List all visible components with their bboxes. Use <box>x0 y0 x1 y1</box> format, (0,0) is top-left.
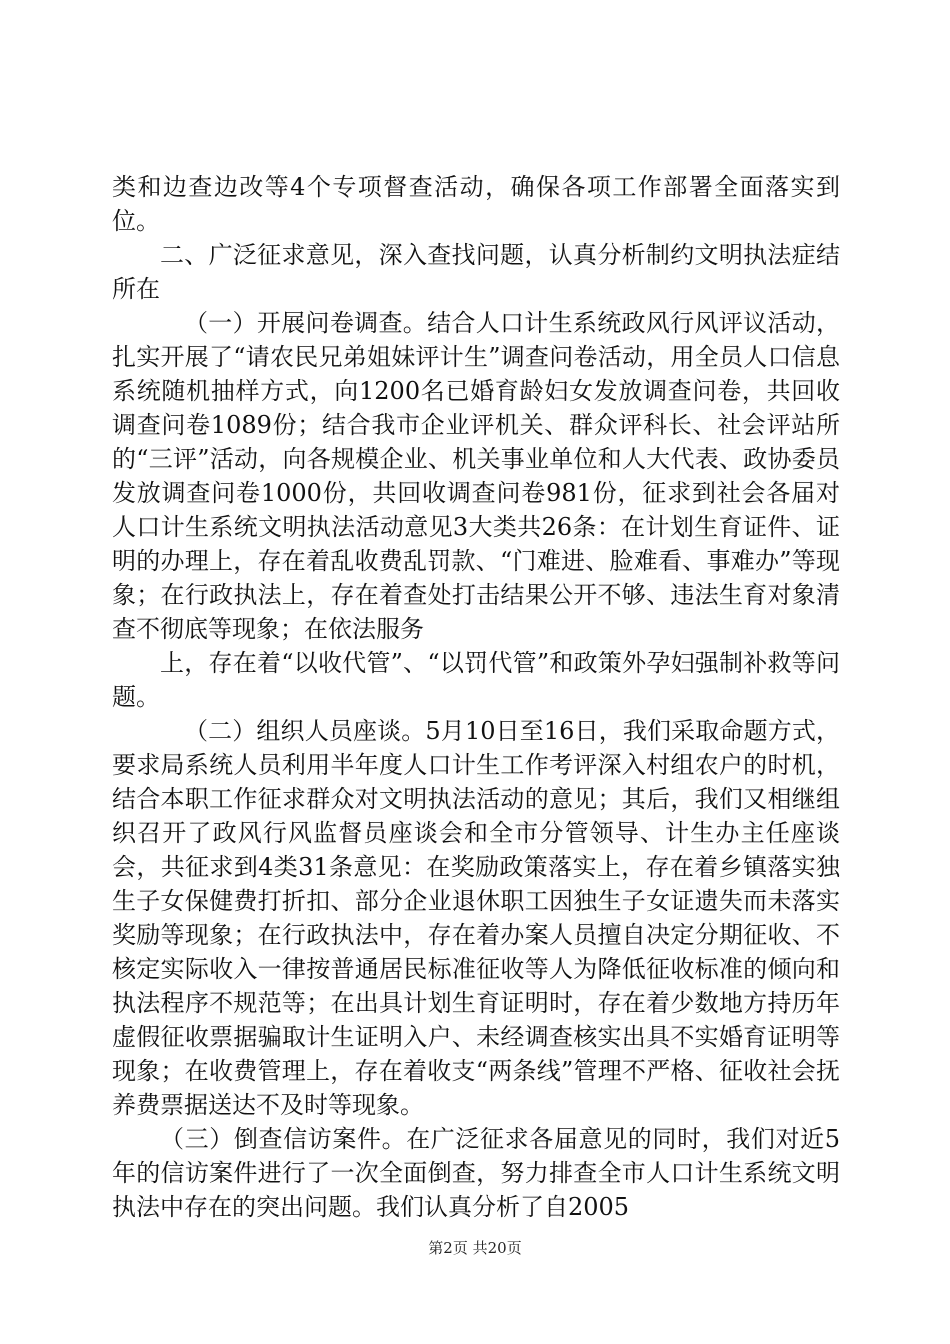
paragraph-forum: （二）组织人员座谈。5月10日至16日，我们采取命题方式，要求局系统人员利用半年度人口计生工作考评深入村组农户的时机，结合本职工作征求群众对文明执法活动的意见；其后，我们又相继组织召开了政风行风监督员座谈会和全市分管领导、计生办主任座谈会，共征求到4类31条意见：在奖励政策落实上，存在着乡镇落实独生子女保健费打折扣、部分企业退休职工因独生子女证遗失而未落实奖励等现象；在行政执法中，存在着办案人员擅自决定分期征收、不核定实际收入一律按普通居民标准征收等人为降低征收标准的倾向和执法程序不规范等；在出具计划生育证明时，存在着少数地方持历年虚假征收票据骗取计生证明入户、未经调查核实出具不实婚育证明等现象；在收费管理上，存在着收支“两条线”管理不严格、征收社会抚养费票据送达不及时等现象。 <box>112 717 840 1119</box>
paragraph-continuation: 类和边查边改等4个专项督查活动，确保各项工作部署全面落实到位。 <box>112 173 840 235</box>
section-heading: 二、广泛征求意见，深入查找问题，认真分析制约文明执法症结所在 <box>112 241 840 303</box>
page-footer: 第2页 共20页 <box>428 1239 522 1257</box>
paragraph-questionnaire-end: 上，存在着“以收代管”、“以罚代管”和政策外孕妇强制补救等问题。 <box>112 649 840 711</box>
document-body <box>112 170 840 1224</box>
paragraph-questionnaire: （一）开展问卷调查。结合人口计生系统政风行风评议活动，扎实开展了“请农民兄弟姐妹评计生”调查问卷活动，用全员人口信息系统随机抽样方式，向1200名已婚育龄妇女发放调查问卷，共回收调查问卷1089份；结合我市企业评机关、群众评科长、社会评站所的“三评”活动，向各规模企业、机关事业单位和人大代表、政协委员发放调查问卷1000份，共回收调查问卷981份，征求到社会各届对人口计生系统文明执法活动意见3大类共26条：在计划生育证件、证明的办理上，存在着乱收费乱罚款、“门难进、脸难看、事难办”等现象；在行政执法上，存在着查处打击结果公开不够、违法生育对象清查不彻底等现象；在依法服务 <box>112 309 840 643</box>
paragraph-petitions: （三）倒查信访案件。在广泛征求各届意见的同时，我们对近5年的信访案件进行了一次全面倒查，努力排查全市人口计生系统文明执法中存在的突出问题。我们认真分析了自2005 <box>112 1125 840 1221</box>
